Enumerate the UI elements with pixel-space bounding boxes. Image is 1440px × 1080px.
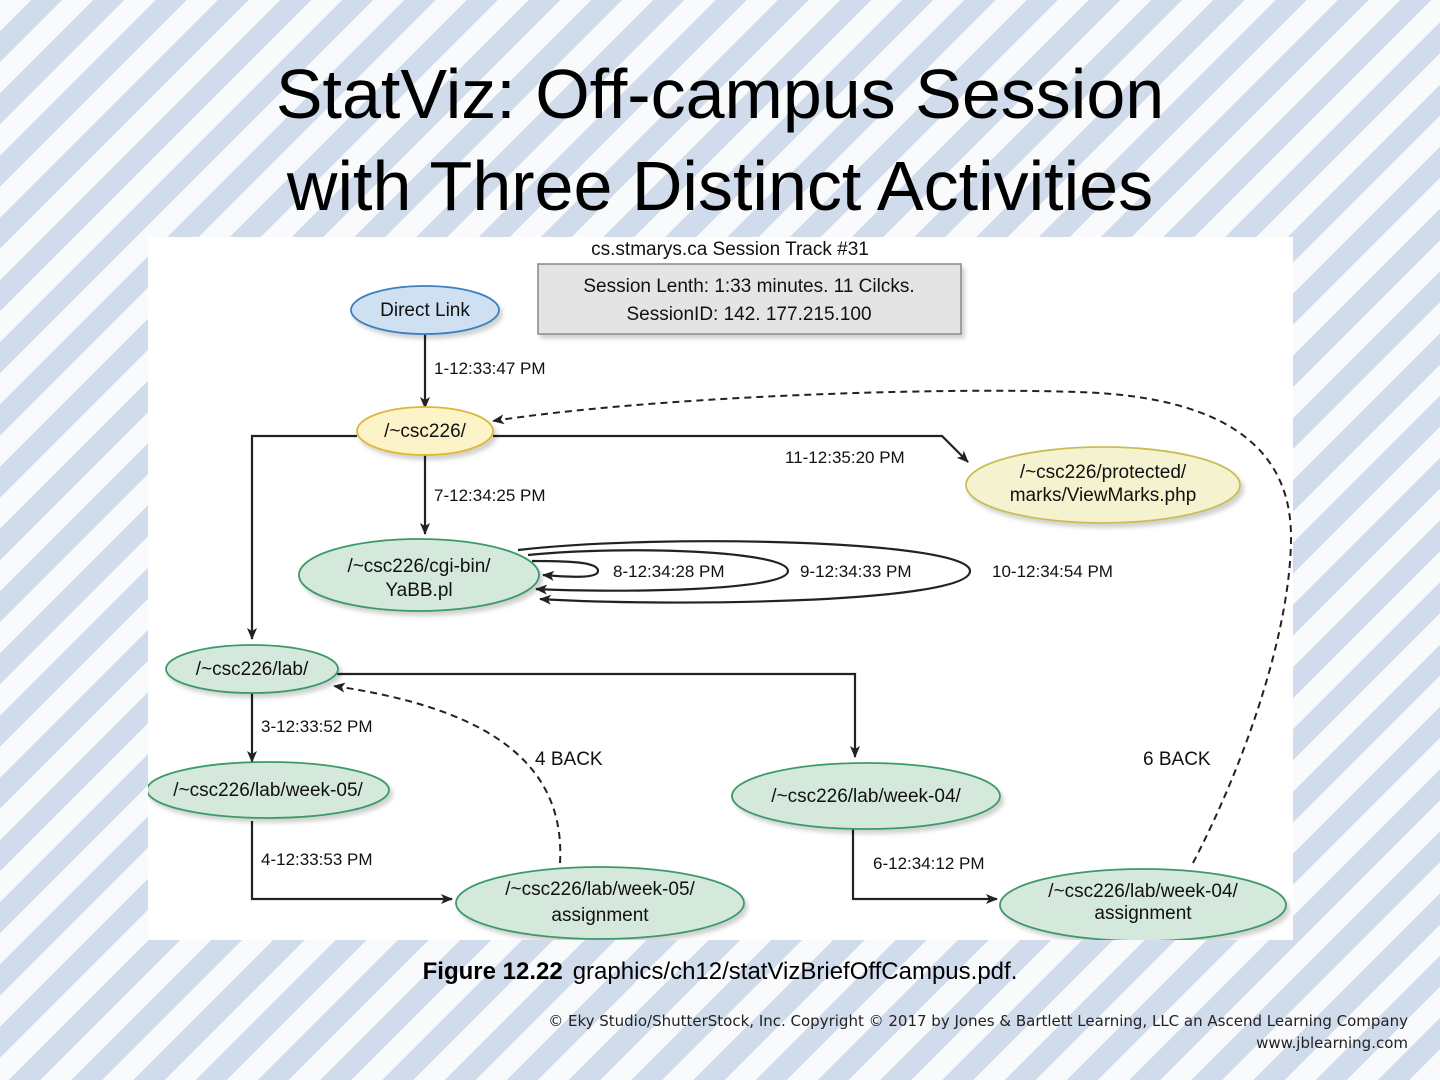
diagram-header: cs.stmarys.ca Session Track #31 — [591, 239, 869, 260]
edge-label-10: 10-12:34:54 PM — [992, 562, 1113, 581]
edge-lab-to-week04 — [337, 674, 855, 757]
session-diagram — [148, 237, 1293, 940]
edge-label-1: 1-12:33:47 PM — [434, 359, 546, 378]
publisher-url: www.jblearning.com — [1256, 1034, 1408, 1052]
node-csc226-label: /~csc226/ — [384, 421, 466, 442]
node-week05-assignment-label-1: /~csc226/lab/week-05/ — [505, 879, 695, 900]
edge-label-4-back: 4 BACK — [535, 749, 603, 770]
node-protected-label-1: /~csc226/protected/ — [1019, 462, 1187, 483]
node-yabb-label-1: /~csc226/cgi-bin/ — [347, 556, 491, 577]
edge-label-4: 4-12:33:53 PM — [261, 850, 373, 869]
node-yabb-label-2: YaBB.pl — [385, 580, 453, 601]
edge-label-11: 11-12:35:20 PM — [785, 448, 905, 467]
node-protected-label-2: marks/ViewMarks.php — [1009, 485, 1197, 506]
session-info-line-2: SessionID: 142. 177.215.100 — [626, 304, 872, 325]
node-week04-assignment-label-1: /~csc226/lab/week-04/ — [1048, 881, 1238, 902]
copyright-footer — [548, 1010, 1408, 1054]
session-info-line-1: Session Lenth: 1:33 minutes. 11 Cilcks. — [583, 276, 915, 297]
figure-caption — [0, 958, 1440, 986]
node-week05-assignment — [456, 867, 744, 939]
figure-caption-text: graphics/ch12/statVizBriefOffCampus.pdf. — [572, 958, 1018, 985]
node-lab-label: /~csc226/lab/ — [195, 659, 309, 680]
edge-label-7: 7-12:34:25 PM — [434, 486, 546, 505]
node-week05-label: /~csc226/lab/week-05/ — [173, 780, 363, 801]
edge-label-9: 9-12:34:33 PM — [800, 562, 912, 581]
edge-loop-8 — [532, 561, 598, 577]
node-direct-link-label: Direct Link — [380, 300, 470, 321]
node-week04-assignment-label-2: assignment — [1094, 903, 1192, 924]
title-line-1: StatViz: Off-campus Session — [275, 55, 1165, 133]
edge-csc226-to-lab — [252, 436, 357, 639]
edge-label-6-back: 6 BACK — [1143, 749, 1211, 770]
figure-caption-label: Figure 12.22 — [422, 958, 563, 985]
edge-label-8: 8-12:34:28 PM — [613, 562, 725, 581]
edge-label-3: 3-12:33:52 PM — [261, 717, 373, 736]
edge-label-6: 6-12:34:12 PM — [873, 854, 985, 873]
title-line-2: with Three Distinct Activities — [286, 147, 1154, 225]
node-week04-label: /~csc226/lab/week-04/ — [771, 786, 961, 807]
slide-title — [0, 48, 1440, 232]
copyright-text: © Eky Studio/ShutterStock, Inc. Copyright © 2017 by Jones & Bartlett Learning, LLC an Ascend Learning Company — [548, 1012, 1408, 1030]
node-week05-assignment-label-2: assignment — [551, 905, 649, 926]
diagram-canvas — [148, 237, 1293, 940]
